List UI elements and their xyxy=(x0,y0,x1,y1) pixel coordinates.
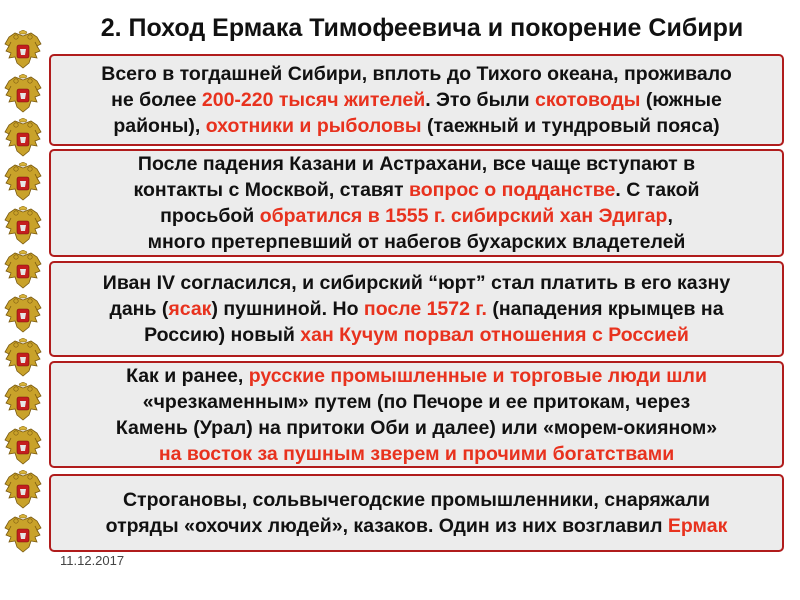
highlight-text: охотники и рыболовы xyxy=(205,115,422,137)
russian-double-headed-eagle-icon xyxy=(3,250,43,292)
text-line xyxy=(51,389,782,415)
russian-double-headed-eagle-icon xyxy=(3,74,43,116)
emblem-column xyxy=(0,30,46,550)
body-text: (южные xyxy=(640,89,722,111)
body-text: Как и ранее, xyxy=(126,364,249,387)
text-line xyxy=(51,441,782,467)
text-line xyxy=(51,296,782,322)
highlight-text: Ермак xyxy=(667,515,728,537)
text-block-2 xyxy=(49,149,784,257)
russian-double-headed-eagle-icon xyxy=(3,426,43,468)
slide-date: 11.12.2017 xyxy=(60,553,125,568)
russian-double-headed-eagle-icon xyxy=(3,382,43,424)
russian-double-headed-eagle-icon xyxy=(3,162,43,204)
russian-double-headed-eagle-icon xyxy=(3,338,43,380)
body-text: Строгановы, сольвычегодские промышленники, снаряжали xyxy=(122,489,711,511)
text-block-4 xyxy=(49,361,784,468)
russian-double-headed-eagle-icon xyxy=(3,470,43,512)
body-text: много претерпевший от набегов бухарских владетелей xyxy=(147,231,686,253)
text-block-1 xyxy=(49,54,784,146)
body-text: После падения Казани и Астрахани, все чаще вступают в xyxy=(137,153,696,175)
text-line xyxy=(51,113,782,139)
body-text: Иван IV согласился, и сибирский “юрт” стал платить в его казну xyxy=(102,272,731,294)
text-line xyxy=(51,513,782,539)
text-line xyxy=(51,363,782,389)
body-text: . Это были xyxy=(425,89,536,111)
highlight-text: ясак xyxy=(168,298,212,320)
text-line xyxy=(51,61,782,87)
body-text: районы), xyxy=(113,115,206,137)
text-line xyxy=(51,270,782,296)
body-text: отряды «охочих людей», казаков. Один из них возглавил xyxy=(105,515,668,537)
body-text: ) пушниной. Но xyxy=(211,298,364,320)
body-text: «чрезкаменным» путем (по Печоре и ее притокам, через xyxy=(142,390,691,413)
text-line xyxy=(51,203,782,229)
highlight-text: русские промышленные и торговые люди шли xyxy=(248,364,707,387)
text-line xyxy=(51,415,782,441)
text-line xyxy=(51,229,782,255)
body-text: , xyxy=(667,205,673,227)
text-block-5 xyxy=(49,474,784,552)
highlight-text: скотоводы xyxy=(535,89,641,111)
text-line xyxy=(51,151,782,177)
body-text: Камень (Урал) на притоки Оби и далее) или «морем-окияном» xyxy=(115,416,718,439)
body-text: (таежный и тундровый пояса) xyxy=(421,115,720,137)
highlight-text: обратился в 1555 г. сибирский хан Эдигар xyxy=(259,205,668,227)
text-line xyxy=(51,322,782,348)
body-text: Россию) новый xyxy=(144,324,301,346)
body-text: контакты с Москвой, ставят xyxy=(133,179,409,201)
text-line xyxy=(51,87,782,113)
body-text: просьбой xyxy=(160,205,260,227)
text-block-3 xyxy=(49,261,784,357)
russian-double-headed-eagle-icon xyxy=(3,294,43,336)
body-text: (нападения крымцев на xyxy=(486,298,724,320)
highlight-text: на восток за пушным зверем и прочими богатствами xyxy=(158,442,675,465)
body-text: дань ( xyxy=(109,298,169,320)
highlight-text: 200-220 тысяч жителей xyxy=(201,89,426,111)
text-line xyxy=(51,487,782,513)
slide-title: 2. Поход Ермака Тимофеевича и покорение Сибири xyxy=(100,14,744,42)
text-line xyxy=(51,177,782,203)
russian-double-headed-eagle-icon xyxy=(3,118,43,160)
russian-double-headed-eagle-icon xyxy=(3,30,43,72)
highlight-text: после 1572 г. xyxy=(363,298,487,320)
body-text: Всего в тогдашней Сибири, вплоть до Тихого океана, проживало xyxy=(101,63,732,85)
russian-double-headed-eagle-icon xyxy=(3,206,43,248)
body-text: . С такой xyxy=(615,179,700,201)
russian-double-headed-eagle-icon xyxy=(3,514,43,556)
body-text: не более xyxy=(111,89,202,111)
highlight-text: хан Кучум порвал отношения с Россией xyxy=(300,324,689,346)
highlight-text: вопрос о подданстве xyxy=(409,179,616,201)
